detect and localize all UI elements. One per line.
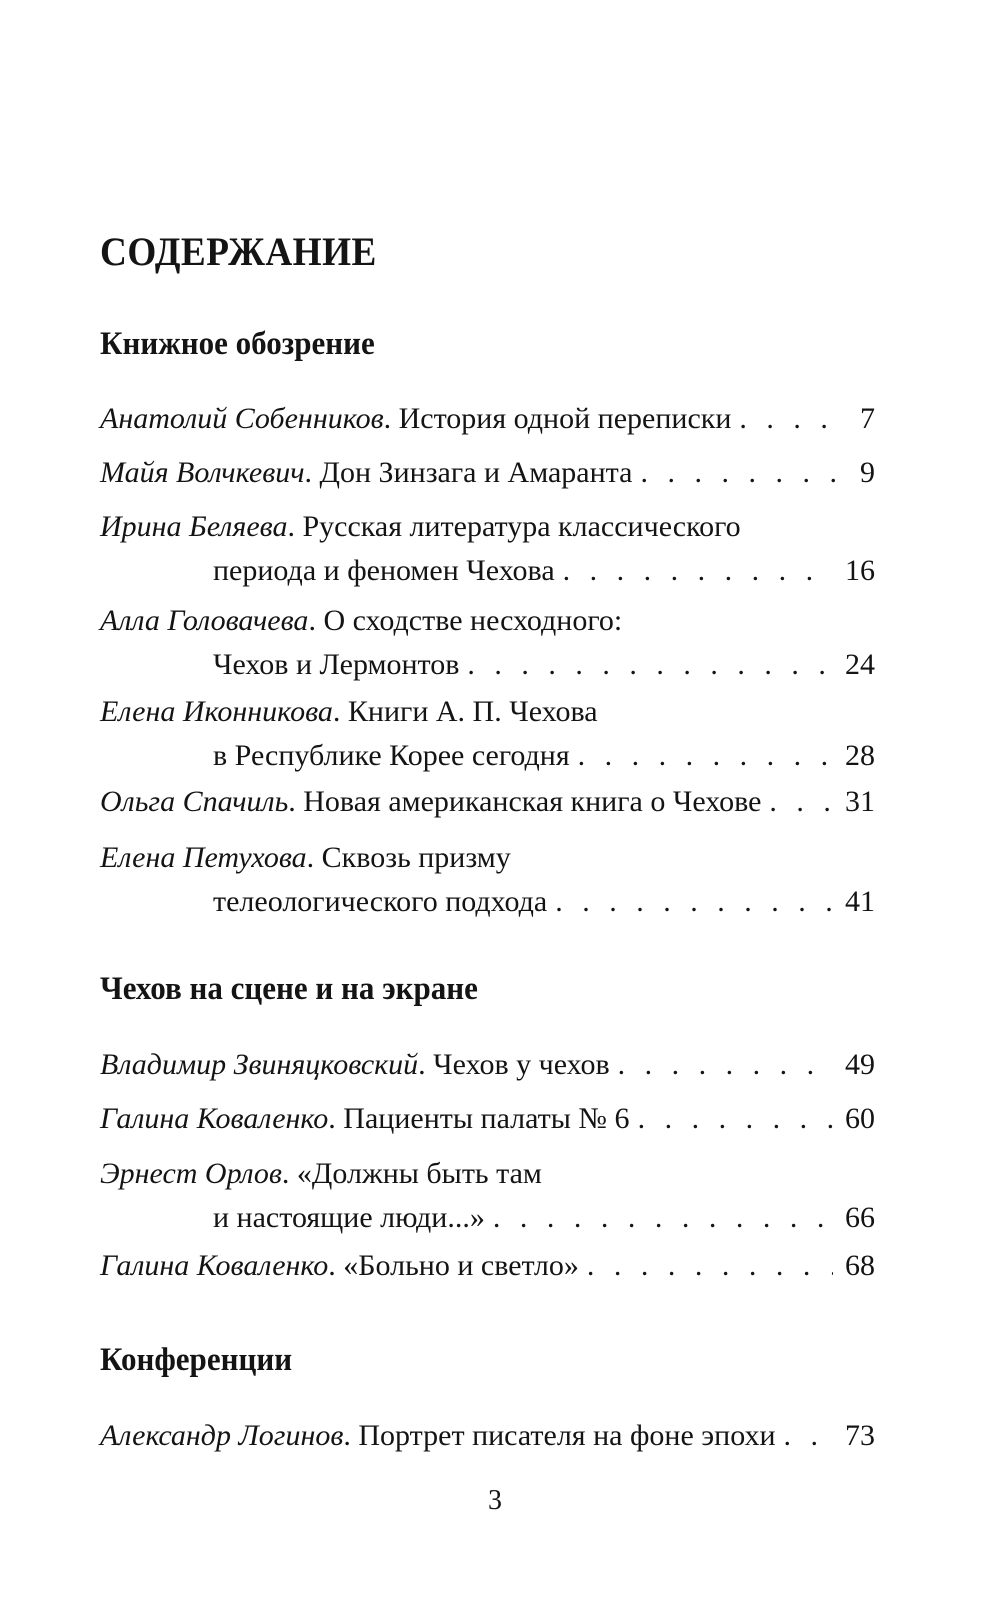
leader-dots [618, 1043, 833, 1087]
entry-author: Елена Иконникова [100, 695, 333, 728]
leader-dots [563, 549, 833, 593]
leader-dots [493, 1196, 833, 1240]
leader-dots [784, 1414, 833, 1458]
toc-entry: Галина Коваленко. Пациенты палаты № 6 . . . 60 [100, 1097, 875, 1141]
entry-author: Владимир Звиняцковский [100, 1048, 419, 1081]
entry-title: Новая американская книга о Чехове [303, 785, 762, 818]
entry-title: Дон Зинзага и Амаранта [319, 456, 633, 489]
contents-title: СОДЕРЖАНИЕ [100, 229, 377, 274]
leader-dots [638, 1097, 833, 1141]
entry-title: «Больно и светло» [343, 1249, 579, 1282]
entry-title-line2: Чехов и Лермонтов [213, 648, 460, 681]
toc-entry: Елена Петухова. Сквозь призму телеологического подхода . . . 41 [100, 836, 875, 924]
toc-entry: Александр Логинов. Портрет писателя на фоне эпохи . . . 73 [100, 1414, 875, 1458]
entry-page-number: 16 [845, 554, 875, 587]
leader-dots [739, 397, 848, 441]
entry-title-line1: О сходстве несходного: [323, 604, 623, 637]
entry-author: Алла Головачева [100, 604, 309, 637]
entry-author: Елена Петухова [100, 841, 307, 874]
toc-entry: Елена Иконникова. Книги А. П. Чехова в Республике Корее сегодня . . . 28 [100, 690, 875, 778]
entry-title: История одной переписки [398, 402, 732, 435]
toc-entry: Галина Коваленко. «Больно и светло» . . . 68 [100, 1244, 875, 1288]
entry-page-number: 9 [860, 456, 875, 489]
entry-page-number: 41 [845, 885, 875, 918]
entry-author: Галина Коваленко [100, 1102, 329, 1135]
leader-dots [769, 780, 833, 824]
entry-title-line2: и настоящие люди...» [213, 1201, 485, 1234]
entry-page-number: 68 [845, 1249, 875, 1282]
page-number: 3 [488, 1485, 502, 1516]
leader-dots [587, 1244, 833, 1288]
section-heading-conferences: Конференции [100, 1342, 293, 1378]
entry-page-number: 28 [845, 739, 875, 772]
toc-entry: Эрнест Орлов. «Должны быть там и настоящие люди...» . . . 66 [100, 1152, 875, 1240]
entry-author: Ирина Беляева [100, 510, 288, 543]
entry-page-number: 31 [845, 785, 875, 818]
entry-title-line2: периода и феномен Чехова [213, 554, 555, 587]
entry-page-number: 60 [845, 1102, 875, 1135]
entry-title-line1: Сквозь призму [321, 841, 511, 874]
section-heading-book-review: Книжное обозрение [100, 326, 375, 362]
entry-author: Ольга Спачиль [100, 785, 289, 818]
entry-author: Галина Коваленко [100, 1249, 329, 1282]
toc-entry: Ирина Беляева. Русская литература классического периода и феномен Чехова . . . 16 [100, 505, 875, 593]
entry-title: Пациенты палаты № 6 [343, 1102, 630, 1135]
entry-title: Чехов у чехов [433, 1048, 610, 1081]
entry-page-number: 49 [845, 1048, 875, 1081]
entry-title-line2: в Республике Корее сегодня [213, 739, 570, 772]
section-heading-stage-screen: Чехов на сцене и на экране [100, 971, 478, 1007]
entry-author: Александр Логинов [100, 1419, 344, 1452]
entry-title-line1: Книги А. П. Чехова [347, 695, 598, 728]
entry-author: Эрнест Орлов [100, 1157, 282, 1190]
toc-entry: Анатолий Собенников. История одной переписки . . . 7 [100, 397, 875, 441]
entry-title-line1: Русская литература классического [302, 510, 741, 543]
entry-author: Анатолий Собенников [100, 402, 384, 435]
entry-author: Майя Волчкевич [100, 456, 305, 489]
entry-page-number: 66 [845, 1201, 875, 1234]
toc-entry: Ольга Спачиль. Новая американская книга о Чехове . . . 31 [100, 780, 875, 824]
entry-page-number: 73 [845, 1419, 875, 1452]
entry-title: Портрет писателя на фоне эпохи [358, 1419, 776, 1452]
leader-dots [555, 880, 833, 924]
toc-entry: Майя Волчкевич. Дон Зинзага и Амаранта . . . 9 [100, 451, 875, 495]
leader-dots [467, 643, 833, 687]
toc-entry: Владимир Звиняцковский. Чехов у чехов . . . 49 [100, 1043, 875, 1087]
entry-page-number: 24 [845, 648, 875, 681]
entry-title-line2: телеологического подхода [213, 885, 548, 918]
leader-dots [578, 734, 833, 778]
toc-entry: Алла Головачева. О сходстве несходного: Чехов и Лермонтов . . . 24 [100, 599, 875, 687]
entry-page-number: 7 [860, 402, 875, 435]
leader-dots [640, 451, 848, 495]
entry-title-line1: «Должны быть там [296, 1157, 542, 1190]
